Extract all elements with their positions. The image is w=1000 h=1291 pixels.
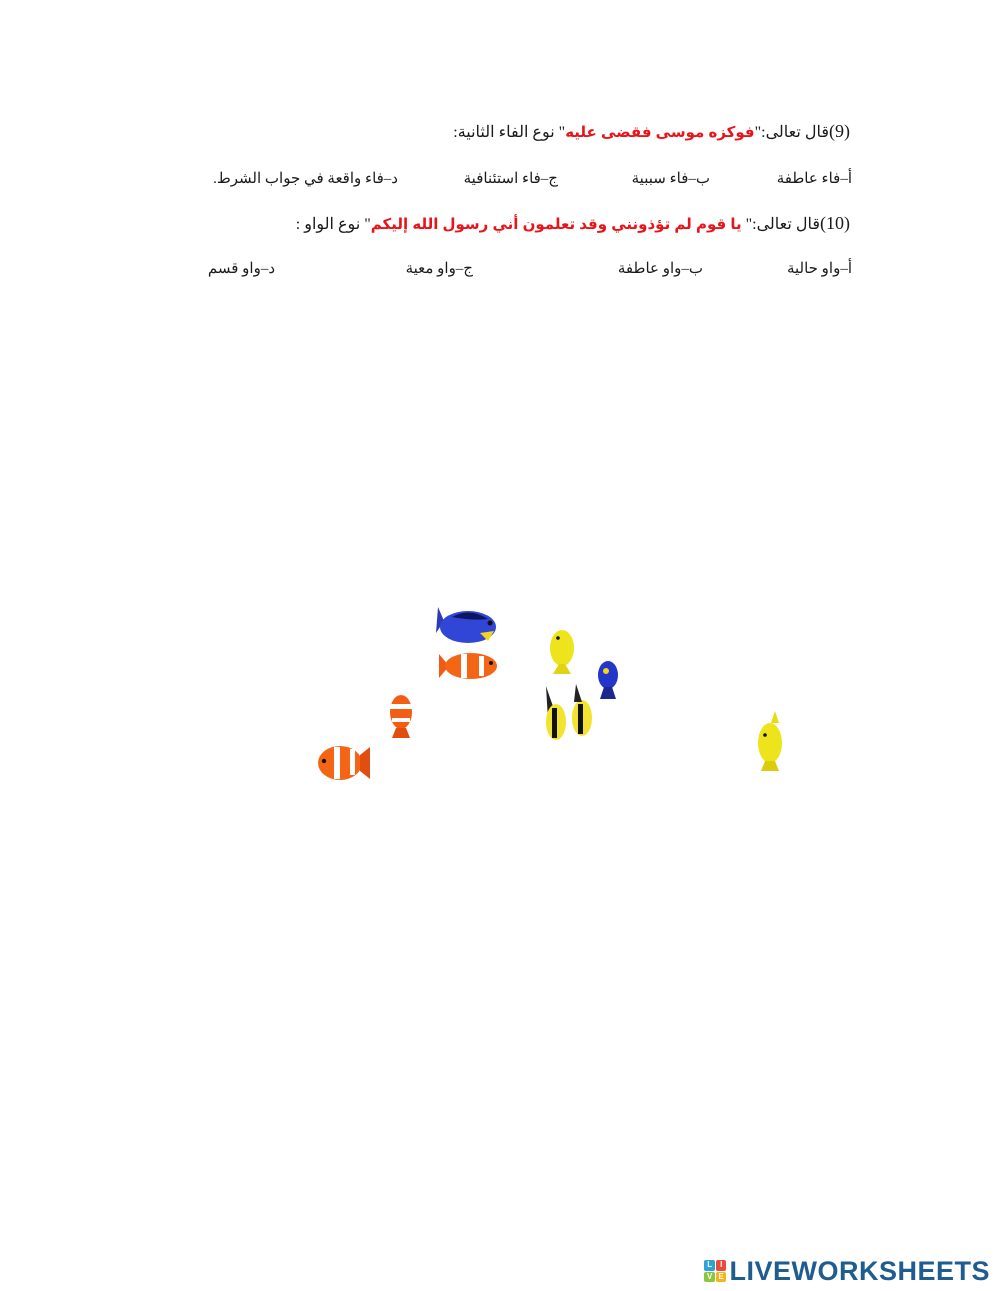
question-9-option-d: د–فاء واقعة في جواب الشرط. xyxy=(213,171,398,187)
question-10-option-d: د–واو قسم xyxy=(207,261,275,277)
blue-tang-fish-icon xyxy=(430,603,502,653)
quote-mark: " xyxy=(754,124,762,141)
quran-quote: يا قوم لم تؤذونني وقد تعلمون أني رسول الله إليكم xyxy=(370,216,742,233)
logo-icon: L I V E xyxy=(704,1260,726,1282)
question-9-option-b: ب–فاء سببية xyxy=(631,171,710,187)
moorish-idol-fish-icon xyxy=(538,684,602,748)
clownfish-icon xyxy=(433,648,503,684)
question-suffix: نوع الواو : xyxy=(295,216,365,233)
quote-mark: " xyxy=(364,216,371,233)
yellow-tang-fish-icon xyxy=(545,624,579,674)
small-clownfish-icon xyxy=(384,688,418,738)
question-10-option-a: أ–واو حالية xyxy=(786,261,852,277)
question-prefix: قال تعالى:" xyxy=(741,216,820,233)
liveworksheets-logo xyxy=(704,1256,990,1286)
quote-mark: " xyxy=(558,124,566,141)
question-number: (10) xyxy=(820,213,850,233)
yellow-fish-icon xyxy=(753,711,787,771)
quran-quote: فوكزه موسى فقضى عليه xyxy=(565,124,755,141)
question-number: (9) xyxy=(829,121,850,141)
question-9-stem xyxy=(150,121,850,142)
question-9-option-c: ج–فاء استئنافية xyxy=(463,171,558,187)
question-10-option-c: ج–واو معية xyxy=(405,261,473,277)
question-prefix: قال تعالى: xyxy=(761,124,829,141)
question-suffix: نوع الفاء الثانية: xyxy=(453,124,559,141)
brand-name: LIVEWORKSHEETS xyxy=(729,1255,990,1286)
question-10-option-b: ب–واو عاطفة xyxy=(617,261,703,277)
large-clownfish-icon xyxy=(312,735,372,787)
question-10-stem xyxy=(150,213,850,234)
question-9-option-a: أ–فاء عاطفة xyxy=(776,171,852,187)
